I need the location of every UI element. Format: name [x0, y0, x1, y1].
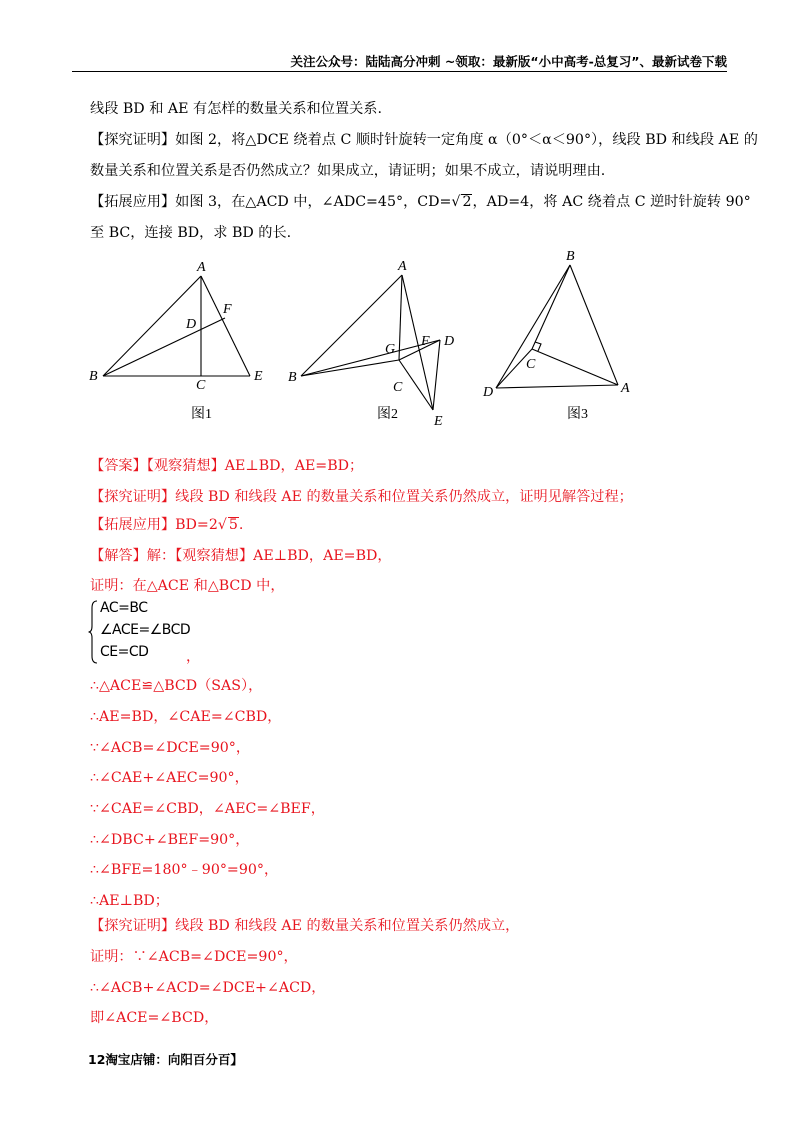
figures	[0, 0, 800, 440]
solution-line-10: ∴AE⊥BD；	[90, 893, 169, 909]
answer-line-1: 【答案】【观察猜想】AE⊥BD，AE=BD；	[90, 458, 364, 474]
system-row-3: CE=CD	[100, 644, 149, 660]
question-line-4-before: 【拓展应用】如图 3，在△ACD 中，∠ADC=45°，CD=	[90, 194, 452, 210]
solution-line-1: 【解答】解：【观察猜想】AE⊥BD，AE=BD，	[90, 548, 392, 564]
solution-line-11: 【探究证明】线段 BD 和线段 AE 的数量关系和位置关系仍然成立，	[90, 918, 520, 934]
fig1-label-b: B	[89, 369, 98, 384]
system-row-1: AC=BC	[100, 600, 148, 616]
solution-line-3: ∴△ACE≌△BCD（SAS），	[90, 678, 263, 694]
solution-line-13: ∴∠ACB+∠ACD=∠DCE+∠ACD，	[90, 980, 326, 996]
fig2-label-b: B	[288, 370, 297, 385]
fig3-label-d: D	[483, 385, 494, 400]
solution-line-4: ∴AE=BD，∠CAE=∠CBD，	[90, 709, 282, 725]
answer-line-3-before: 【拓展应用】BD=2	[90, 517, 218, 533]
fig2-label-f: F	[421, 334, 430, 349]
fig2-label-c: C	[393, 380, 403, 395]
question-line-5: 至 BC，连接 BD，求 BD 的长.	[90, 225, 292, 241]
fig2-label-e: E	[434, 414, 443, 429]
page-footer: 12淘宝店铺：向阳百分百】	[88, 1052, 243, 1067]
answer-line-3-after: .	[238, 517, 244, 533]
figure-2	[301, 275, 440, 410]
answer-line-3: 【拓展应用】BD=2√ 5.	[90, 517, 244, 533]
fig1-label-d: D	[186, 317, 197, 332]
fig2-label-a: A	[398, 259, 407, 274]
fig1-label-f: F	[223, 302, 232, 317]
fig1-caption: 图1	[191, 407, 212, 422]
solution-line-9: ∴∠BFE=180°﹣90°=90°，	[90, 862, 279, 878]
sqrt-2: 2	[462, 194, 472, 210]
equation-system	[88, 600, 238, 664]
fig2-caption: 图2	[377, 407, 398, 422]
solution-line-14: 即∠ACE=∠BCD，	[90, 1010, 219, 1026]
question-line-3: 数量关系和位置关系是否仍然成立？如果成立，请证明；如果不成立，请说明理由.	[90, 163, 606, 179]
system-tail: ，	[186, 649, 201, 665]
solution-line-7: ∵∠CAE=∠CBD，∠AEC=∠BEF，	[90, 801, 325, 817]
fig1-label-a: A	[197, 260, 206, 275]
answer-line-2: 【探究证明】线段 BD 和线段 AE 的数量关系和位置关系仍然成立，证明见解答过程；	[90, 489, 633, 505]
fig2-label-d: D	[444, 334, 455, 349]
solution-line-5: ∵∠ACB=∠DCE=90°，	[90, 740, 251, 756]
sqrt-5: 5	[228, 517, 238, 533]
figure-1	[103, 276, 250, 376]
fig1-label-e: E	[254, 369, 263, 384]
fig3-caption: 图3	[567, 407, 588, 422]
fig3-label-a: A	[621, 381, 630, 396]
solution-line-8: ∴∠DBC+∠BEF=90°，	[90, 832, 250, 848]
solution-line-6: ∴∠CAE+∠AEC=90°，	[90, 770, 249, 786]
solution-line-2: 证明：在△ACE 和△BCD 中，	[90, 578, 285, 594]
fig1-label-c: C	[196, 378, 206, 393]
brace-icon	[88, 600, 98, 664]
question-line-1: 线段 BD 和 AE 有怎样的数量关系和位置关系.	[90, 101, 382, 117]
system-row-2: ∠ACE=∠BCD	[100, 622, 191, 638]
fig3-label-b: B	[566, 249, 575, 264]
figure-3	[496, 265, 618, 388]
page-header: 关注公众号：陆陆高分冲刺 ~领取：最新版“小中高考-总复习”、最新试卷下载	[290, 54, 727, 69]
question-line-4-after: ，AD=4，将 AC 绕着点 C 逆时针旋转 90°	[472, 194, 751, 210]
fig3-label-c: C	[526, 357, 536, 372]
question-line-4: 【拓展应用】如图 3，在△ACD 中，∠ADC=45°，CD=√ 2，AD=4，将 AC 绕着点 C 逆时针旋转 90°	[90, 194, 751, 210]
fig2-label-g: G	[385, 342, 396, 357]
solution-line-12: 证明：∵∠ACB=∠DCE=90°，	[90, 949, 298, 965]
question-line-2: 【探究证明】如图 2，将△DCE 绕着点 C 顺时针旋转一定角度 α（0°＜α＜90°），线段 BD 和线段 AE 的	[90, 132, 758, 148]
